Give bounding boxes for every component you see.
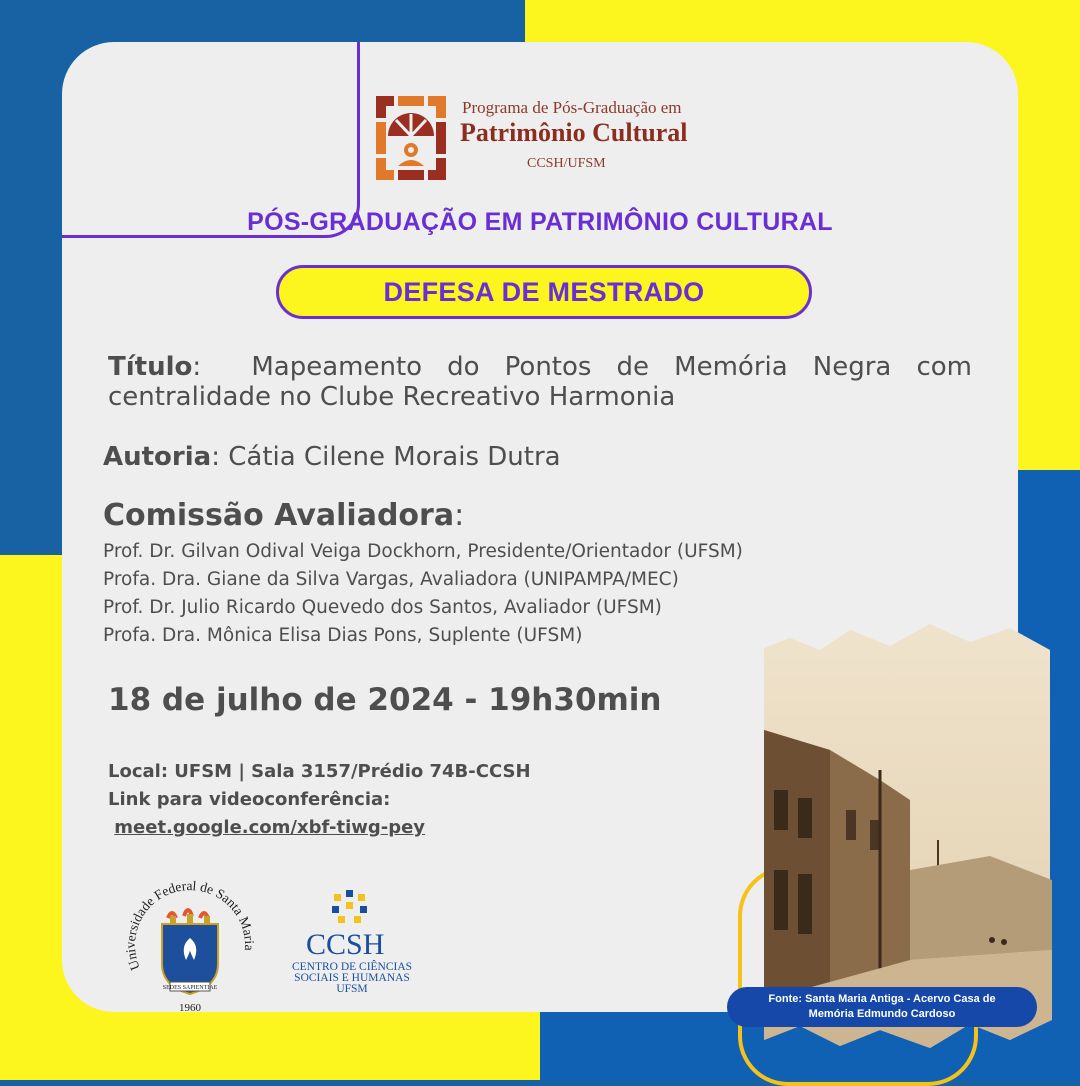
event-type-badge xyxy=(276,265,812,319)
ccsh-sub2: SOCIAIS E HUMANAS xyxy=(294,972,410,984)
page-title: PÓS-GRADUAÇÃO EM PATRIMÔNIO CULTURAL xyxy=(247,208,833,236)
event-type-label: DEFESA DE MESTRADO xyxy=(383,276,705,307)
link-label: Link para videoconferência: xyxy=(108,789,391,810)
date-time: 18 de julho de 2024 - 19h30min xyxy=(108,682,662,718)
autoria-value: Cátia Cilene Morais Dutra xyxy=(228,442,561,472)
committee-member: Prof. Dr. Gilvan Odival Veiga Dockhorn, Presidente/Orientador (UFSM) xyxy=(103,541,743,562)
location-info xyxy=(108,758,531,842)
historic-street-photo xyxy=(760,620,1052,1050)
author: Autoria: Cátia Cilene Morais Dutra xyxy=(103,442,561,472)
committee-heading: Comissão Avaliadora: xyxy=(103,498,465,533)
ufsm-year: 1960 xyxy=(179,1002,201,1014)
committee-member: Prof. Dr. Julio Ricardo Quevedo dos Santos, Avaliador (UFSM) xyxy=(103,597,662,618)
committee-list xyxy=(103,538,743,650)
photo-caption xyxy=(727,987,1037,1027)
comissao-label: Comissão Avaliadora xyxy=(103,498,455,533)
ccsh-subtitle xyxy=(282,962,422,995)
thesis-title: Título: Mapeamento do Pontos de Memória Negra com centralidade no Clube Recreativo Harmonia xyxy=(108,352,972,412)
ufsm-seal-icon xyxy=(120,876,260,1016)
autoria-label: Autoria xyxy=(103,442,212,472)
ufsm-motto: SEDES SAPIENTIAE xyxy=(162,985,218,991)
program-name-line3: CCSH/UFSM xyxy=(527,156,606,171)
location-text: Local: UFSM | Sala 3157/Prédio 74B-CCSH xyxy=(108,761,531,782)
titulo-label: Título xyxy=(108,352,193,382)
meeting-link[interactable]: meet.google.com/xbf-tiwg-pey xyxy=(114,817,426,838)
ccsh-sub1: CENTRO DE CIÊNCIAS xyxy=(291,961,413,973)
ccsh-sub3: UFSM xyxy=(336,983,368,995)
program-logo-icon xyxy=(374,94,448,182)
committee-member: Profa. Dra. Giane da Silva Vargas, Avaliadora (UNIPAMPA/MEC) xyxy=(103,569,679,590)
caption-line2: Memória Edmundo Cardoso xyxy=(808,1008,956,1020)
ccsh-name: CCSH xyxy=(306,928,385,961)
ufsm-ring-text: Universidade Federal de Santa Maria xyxy=(122,878,258,973)
caption-line1: Fonte: Santa Maria Antiga - Acervo Casa de xyxy=(768,993,996,1005)
program-name-line1: Programa de Pós-Graduação em xyxy=(462,98,682,117)
committee-member: Profa. Dra. Mônica Elisa Dias Pons, Suplente (UFSM) xyxy=(103,625,583,646)
titulo-value: Mapeamento do Pontos de Memória Negra com centralidade no Clube Recreativo Harmonia xyxy=(108,352,972,412)
program-name-line2: Patrimônio Cultural xyxy=(460,118,688,147)
